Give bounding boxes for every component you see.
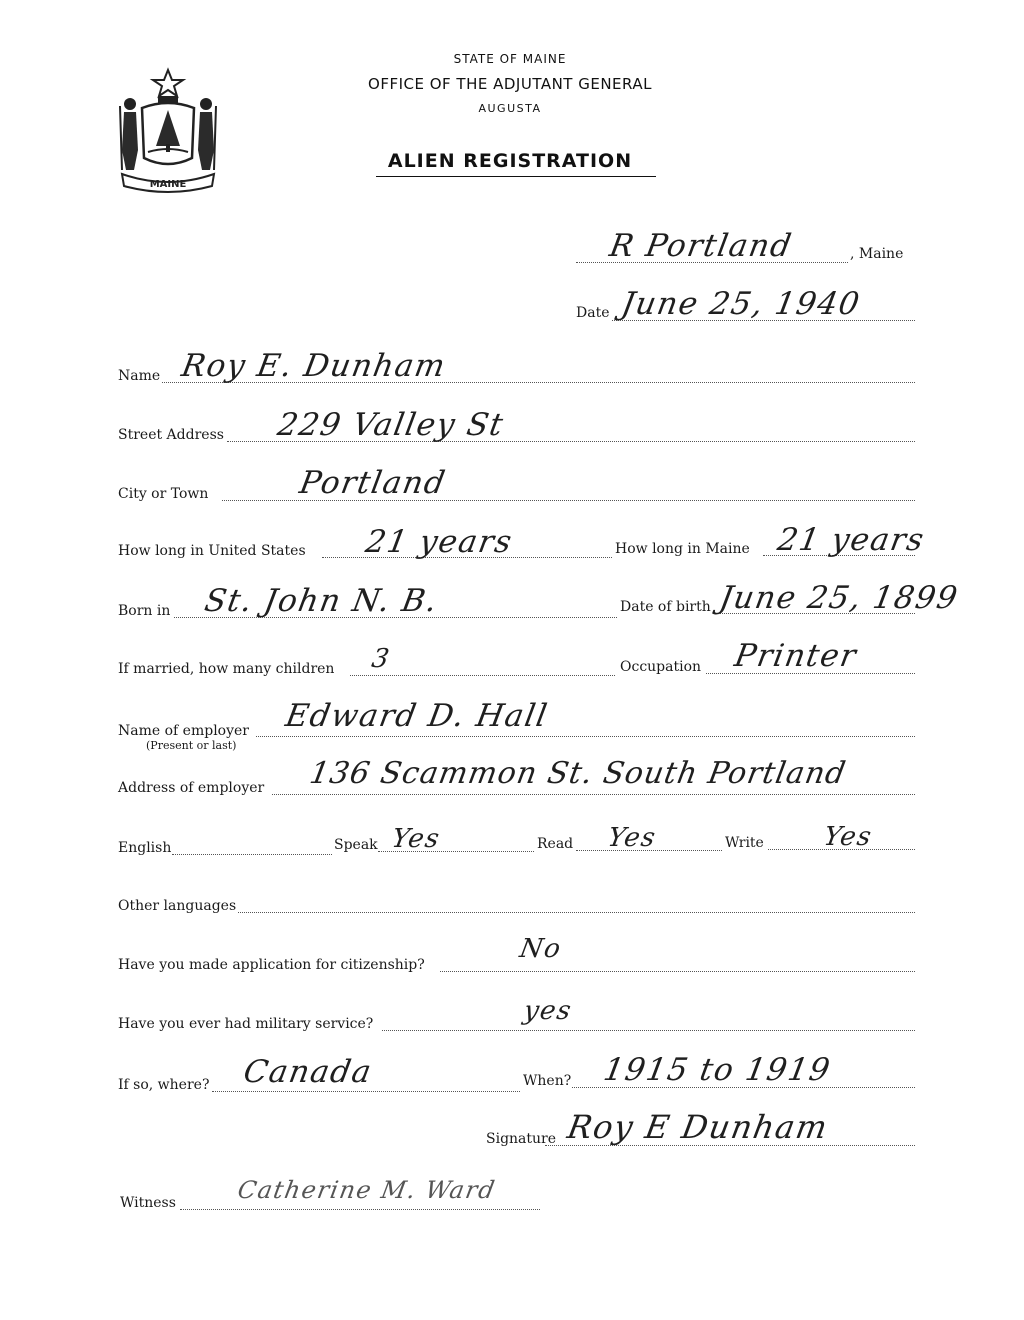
town-entry: R Portland <box>606 228 796 264</box>
employer-address-label: Address of employer <box>118 780 265 796</box>
name-label: Name <box>118 368 161 384</box>
date-of-birth-entry: June 25, 1899 <box>716 580 962 616</box>
city-label: City or Town <box>118 486 209 502</box>
citizenship-label: Have you made application for citizenship? <box>118 957 425 973</box>
date-of-birth-label: Date of birth <box>620 599 711 615</box>
maine-state-seal-icon <box>112 66 224 194</box>
maine-label: , Maine <box>850 246 904 262</box>
where-label: If so, where? <box>118 1077 210 1093</box>
employer-note: (Present or last) <box>146 739 237 752</box>
employer-name-label: Name of employer <box>118 723 249 739</box>
employer-address-line <box>272 794 915 795</box>
speak-entry: Yes <box>389 824 443 854</box>
street-label: Street Address <box>118 427 224 443</box>
witness-line <box>180 1209 540 1210</box>
citizenship-entry: No <box>517 934 565 964</box>
seal-banner-text: MAINE <box>149 179 187 190</box>
how-long-maine-entry: 21 years <box>774 522 928 558</box>
witness-label: Witness <box>120 1195 176 1211</box>
title-underline <box>376 176 656 177</box>
signature-label: Signature <box>486 1131 557 1147</box>
header-city: AUGUSTA <box>478 102 542 115</box>
when-entry: 1915 to 1919 <box>600 1052 834 1088</box>
date-entry: June 25, 1940 <box>618 286 864 322</box>
military-entry: yes <box>521 996 575 1026</box>
how-long-us-entry: 21 years <box>362 524 516 560</box>
date-label: Date <box>576 305 610 321</box>
born-in-label: Born in <box>118 603 171 619</box>
where-entry: Canada <box>240 1054 376 1090</box>
form-title: ALIEN REGISTRATION <box>387 150 633 172</box>
how-long-us-label: How long in United States <box>118 543 306 559</box>
when-label: When? <box>523 1073 572 1089</box>
where-line <box>212 1091 520 1092</box>
write-label: Write <box>725 835 764 851</box>
born-in-entry: St. John N. B. <box>201 583 441 619</box>
occupation-entry: Printer <box>731 638 860 674</box>
english-line <box>172 854 332 855</box>
employer-address-entry: 136 Scammon St. South Portland <box>306 756 849 791</box>
english-label: English <box>118 840 172 856</box>
children-entry: 3 <box>369 644 393 674</box>
children-label: If married, how many children <box>118 661 335 677</box>
employer-name-line <box>256 736 915 737</box>
other-languages-line <box>238 912 915 913</box>
write-entry: Yes <box>821 822 875 852</box>
header-state: STATE OF MAINE <box>453 52 567 66</box>
employer-name-entry: Edward D. Hall <box>282 698 551 734</box>
how-long-maine-label: How long in Maine <box>615 541 750 557</box>
military-label: Have you ever had military service? <box>118 1016 374 1032</box>
city-entry: Portland <box>296 465 449 501</box>
witness-entry: Catherine M. Ward <box>235 1176 498 1204</box>
military-line <box>382 1030 915 1031</box>
name-entry: Roy E. Dunham <box>178 348 450 384</box>
read-entry: Yes <box>605 823 659 853</box>
citizenship-line <box>440 971 915 972</box>
other-languages-label: Other languages <box>118 898 237 914</box>
header-office: OFFICE OF THE ADJUTANT GENERAL <box>368 75 652 93</box>
signature-entry: Roy E Dunham <box>564 1108 832 1146</box>
speak-label: Speak <box>334 837 378 853</box>
read-label: Read <box>537 836 574 852</box>
street-entry: 229 Valley St <box>274 407 507 443</box>
occupation-label: Occupation <box>620 659 702 675</box>
children-line <box>350 675 615 676</box>
